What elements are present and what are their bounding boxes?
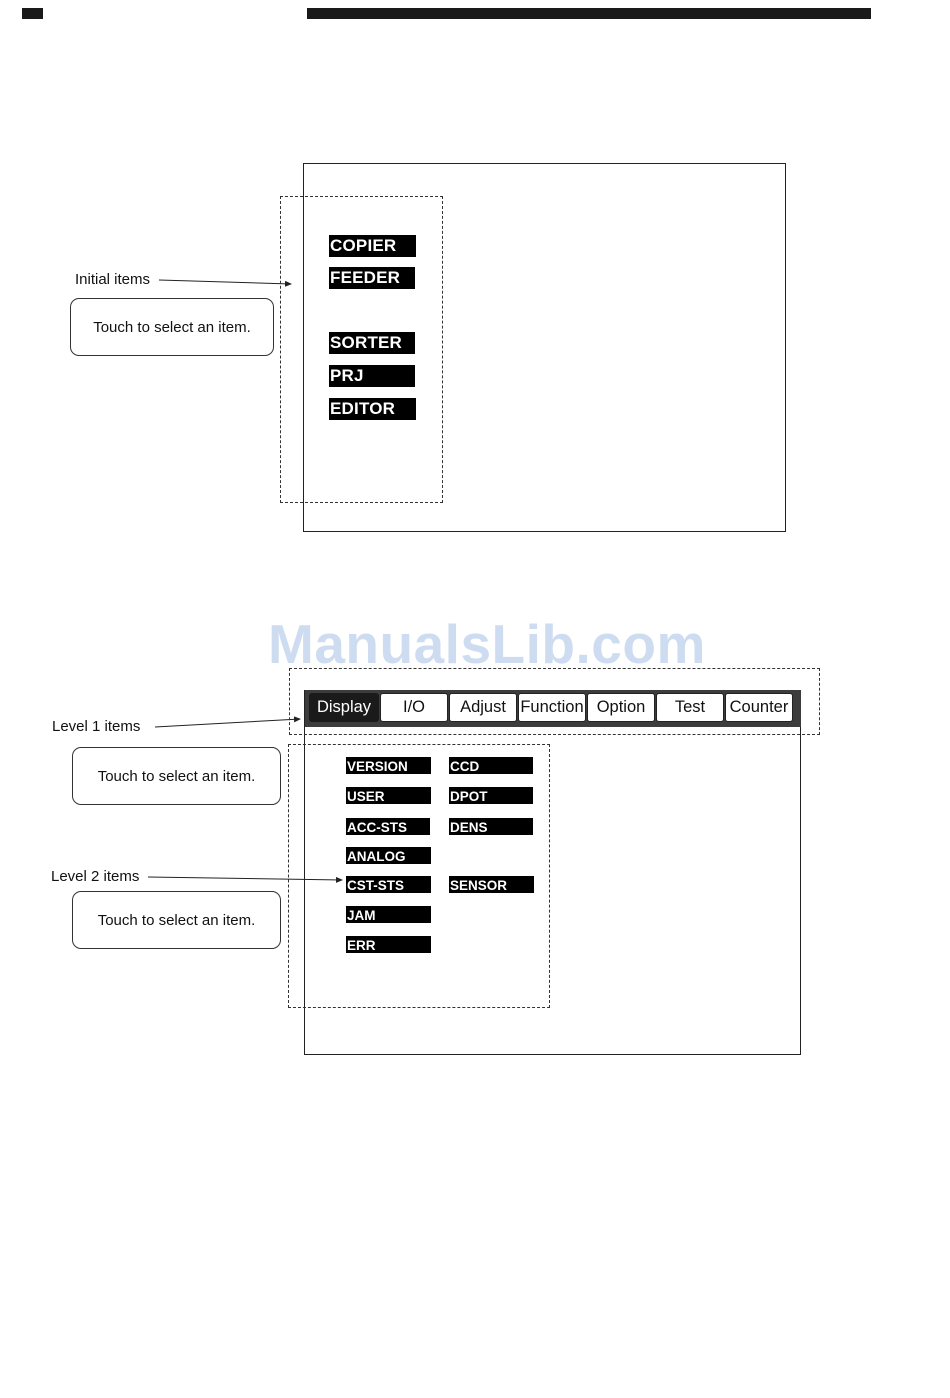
initial-items-callout-text: Touch to select an item. — [93, 318, 251, 336]
tab-option[interactable]: Option — [587, 693, 655, 722]
level2-item-user[interactable]: USER — [346, 787, 431, 804]
initial-items-callout — [70, 298, 274, 356]
tab-io[interactable]: I/O — [380, 693, 448, 722]
initial-item-feeder[interactable]: FEEDER — [329, 267, 415, 289]
header-bar-left — [22, 8, 43, 19]
initial-item-sorter[interactable]: SORTER — [329, 332, 415, 354]
level2-item-version[interactable]: VERSION — [346, 757, 431, 774]
tab-test[interactable]: Test — [656, 693, 724, 722]
level2-item-dens[interactable]: DENS — [449, 818, 533, 835]
level2-item-analog[interactable]: ANALOG — [346, 847, 431, 864]
level2-item-cst-sts[interactable]: CST-STS — [346, 876, 431, 893]
level2-item-ccd[interactable]: CCD — [449, 757, 533, 774]
watermark: ManualsLib.com — [268, 613, 706, 675]
tab-function[interactable]: Function — [518, 693, 586, 722]
level2-item-err[interactable]: ERR — [346, 936, 431, 953]
level2-item-acc-sts[interactable]: ACC-STS — [346, 818, 430, 835]
level2-items-callout — [72, 891, 281, 949]
tab-counter[interactable]: Counter — [725, 693, 793, 722]
tab-display[interactable]: Display — [309, 693, 379, 722]
level2-items-label: Level 2 items — [51, 868, 140, 885]
level2-item-sensor[interactable]: SENSOR — [449, 876, 534, 893]
level2-item-dpot[interactable]: DPOT — [449, 787, 533, 804]
level2-items-callout-text: Touch to select an item. — [97, 911, 256, 929]
level1-items-callout — [72, 747, 281, 805]
level1-items-region — [289, 668, 820, 735]
initial-item-copier[interactable]: COPIER — [329, 235, 416, 257]
level1-items-leader — [155, 719, 300, 727]
initial-items-leader — [159, 280, 291, 284]
header-bar-right — [307, 8, 871, 19]
tab-adjust[interactable]: Adjust — [449, 693, 517, 722]
initial-item-prj[interactable]: PRJ — [329, 365, 415, 387]
level1-items-callout-text: Touch to select an item. — [97, 767, 256, 785]
initial-item-editor[interactable]: EDITOR — [329, 398, 416, 420]
initial-items-label: Initial items — [75, 271, 151, 288]
level1-items-label: Level 1 items — [52, 718, 141, 735]
level2-item-jam[interactable]: JAM — [346, 906, 431, 923]
